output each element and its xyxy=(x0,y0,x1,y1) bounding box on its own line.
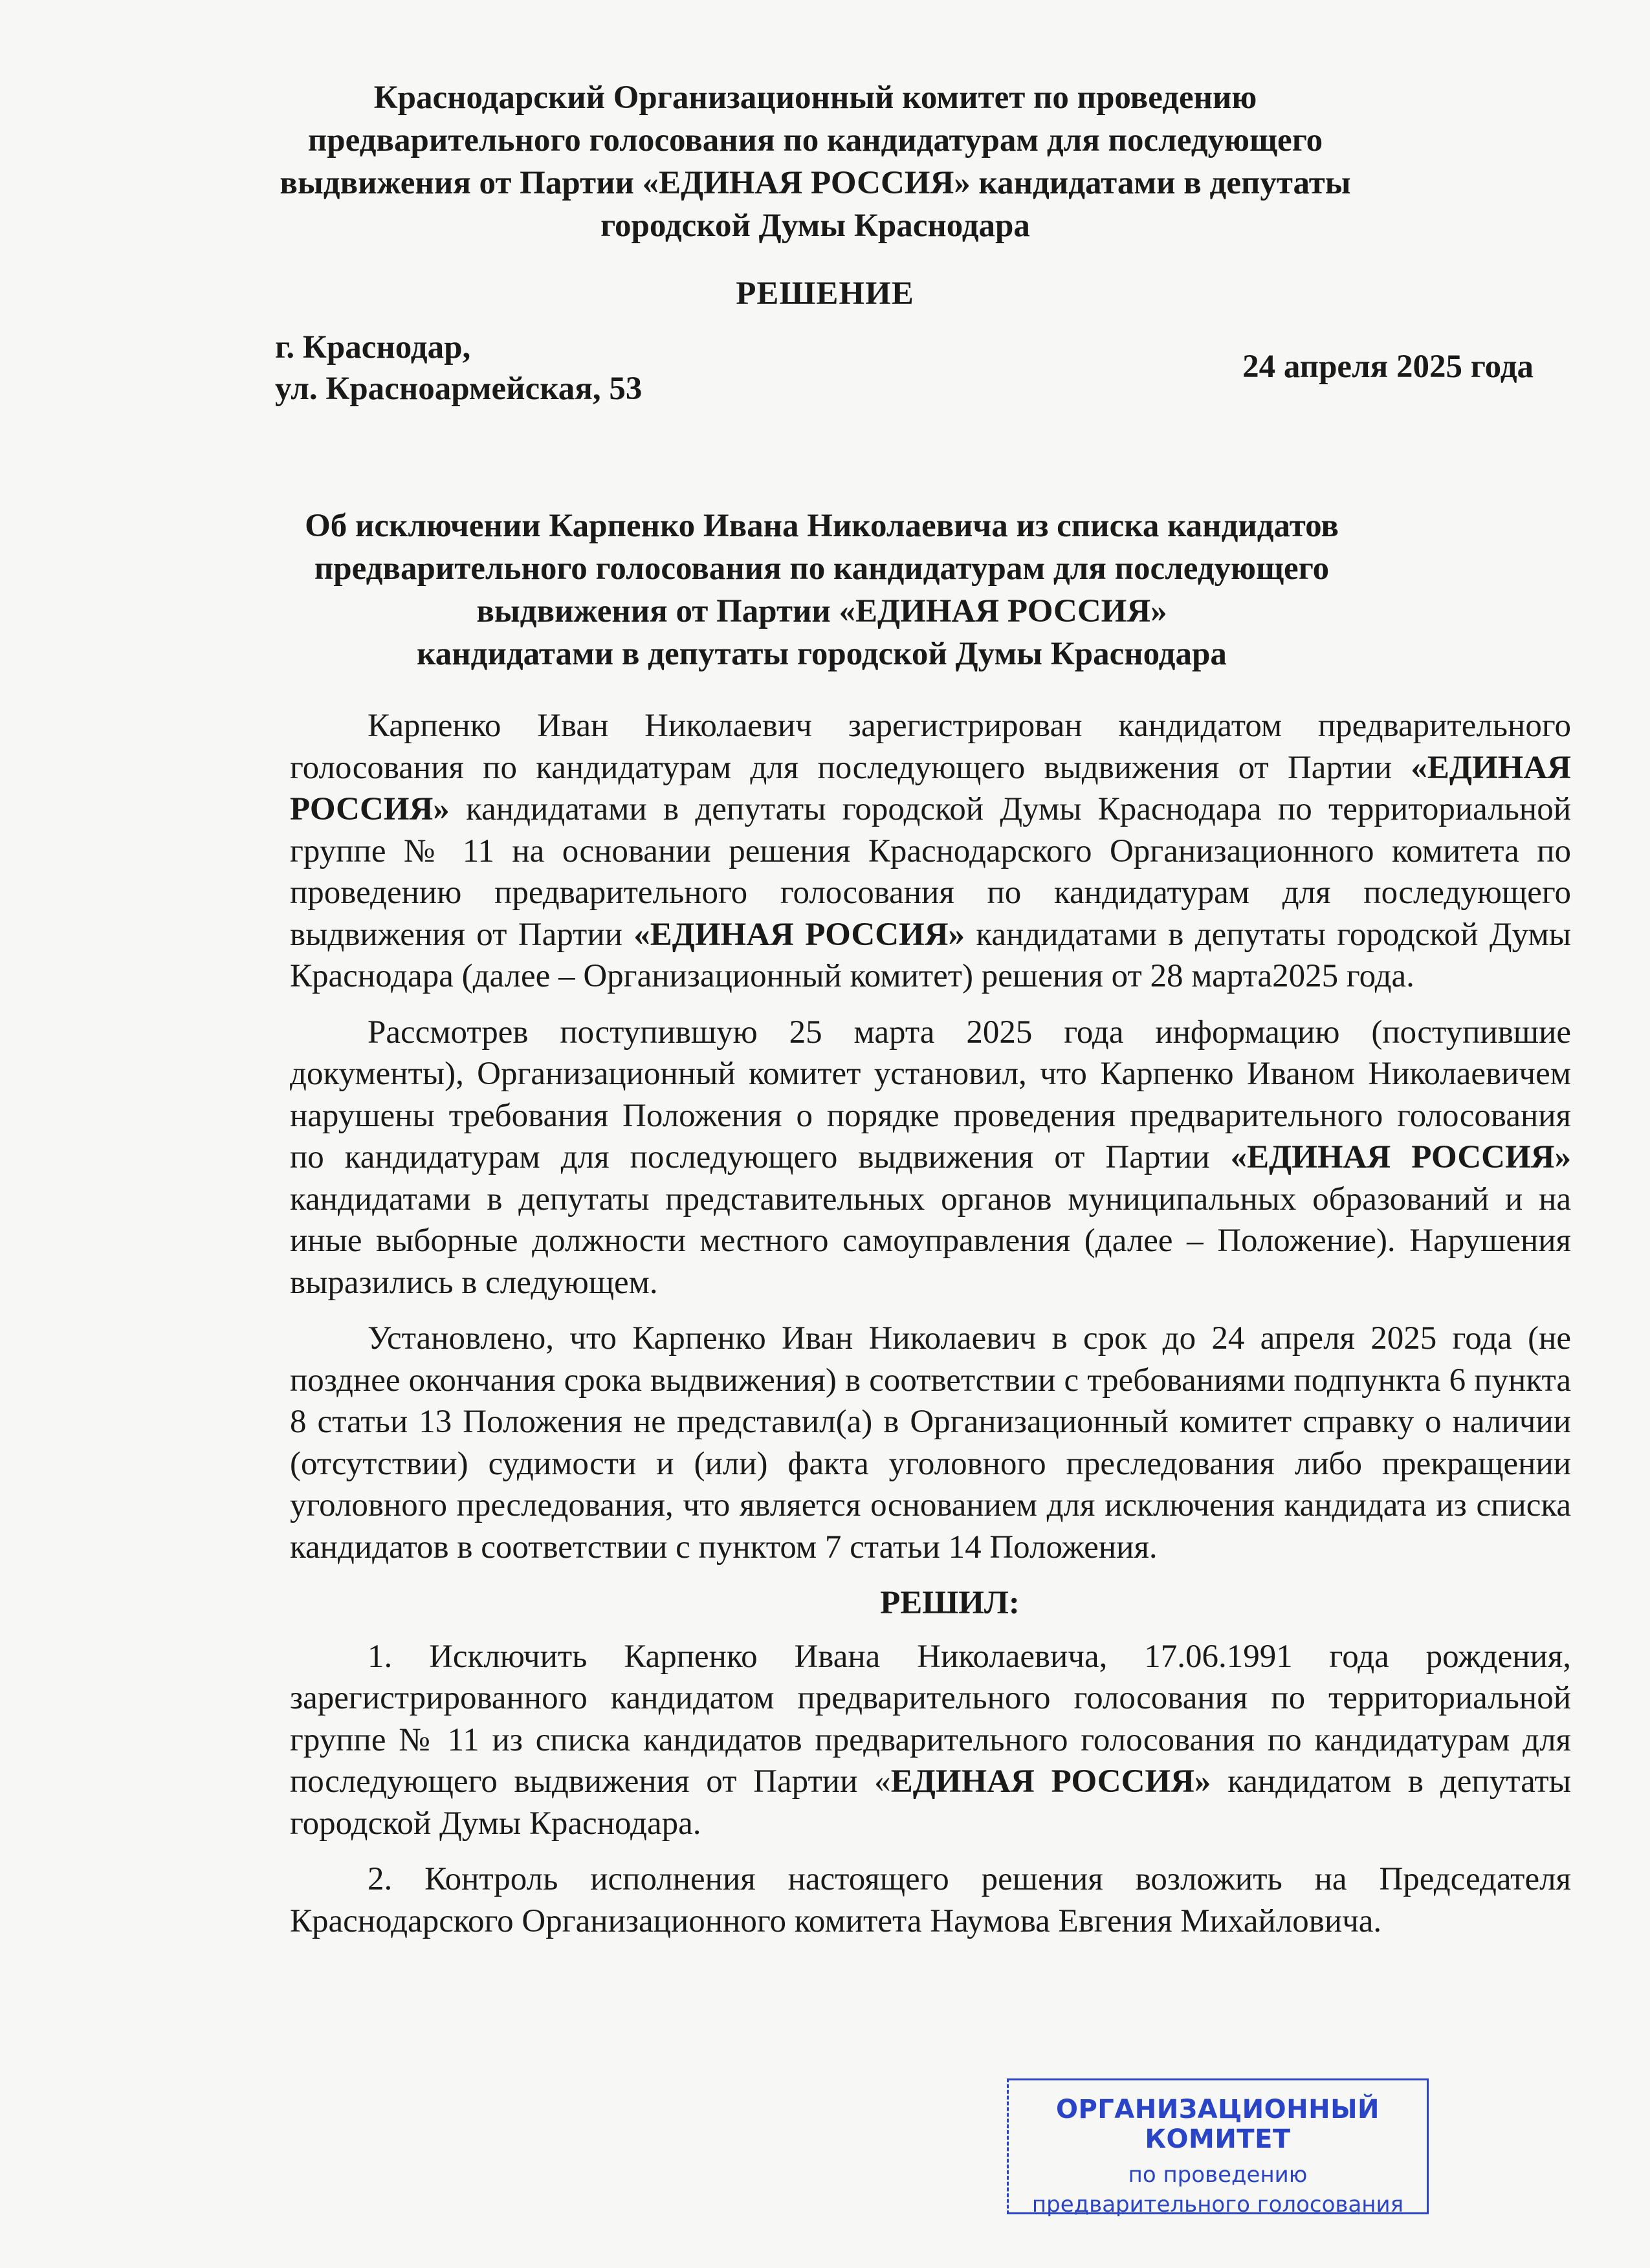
party-name: «ЕДИНАЯ РОССИЯ» xyxy=(1230,1139,1571,1175)
header-line: выдвижения от Партии «ЕДИНАЯ РОССИЯ» кандидатами в депутаты xyxy=(280,165,1351,201)
subject-line: предварительного голосования по кандидатурам для последующего xyxy=(314,551,1330,587)
document-date: 24 апреля 2025 года xyxy=(1242,349,1534,385)
resolution-item-1 xyxy=(290,1636,1571,1845)
header-line: Краснодарский Организационный комитет по проведению xyxy=(373,80,1257,116)
text-run: кандидатами в депутаты городской Думы Краснодара по территориальной группе № 11 на основании решения Краснодарского Организационного комитета по проведению предварительного голосования по кандидатурам для последующего выдвижения от Партии xyxy=(290,791,1571,953)
document-subject xyxy=(278,505,1365,675)
committee-stamp xyxy=(1007,2078,1429,2218)
paragraph-finding: Установлено, что Карпенко Иван Николаевич в срок до 24 апреля 2025 года (не позднее окончания срока выдвижения) в соответствии с требованиями подпункта 6 пункта 8 статьи 13 Положения не представил(а) в Организационный комитет справку о наличии (отсутствии) судимости и (или) факта уголовного преследования либо прекращении уголовного преследования, что является основанием для исключения кандидата из списка кандидатов в соответствии с пунктом 7 статьи 14 Положения. xyxy=(290,1320,1571,1565)
issuer-header xyxy=(278,76,1352,247)
place-of-issue xyxy=(275,327,642,409)
text-run: Карпенко Иван Николаевич зарегистрирован кандидатом предварительного голосования по кандидатурам для последующего выдвижения от Партии xyxy=(290,708,1571,786)
stamp-line: ОРГАНИЗАЦИОННЫЙ КОМИТЕТ xyxy=(1055,2095,1380,2154)
resolved-heading: РЕШИЛ: xyxy=(880,1585,1020,1621)
document-type: РЕШЕНИЕ xyxy=(736,276,914,312)
text-run: 1. Исключить Карпенко Ивана Николаевича, 17.06.1991 года рождения, зарегистрированного кандидатом предварительного голосования по территориальной группе № 11 из списка кандидатов предварительного голосования по кандидатурам для последующего выдвижения от Партии « xyxy=(290,1638,1571,1800)
party-name: ЕДИНАЯ РОССИЯ» xyxy=(890,1763,1211,1800)
text-run: кандидатами в депутаты городской Думы Краснодара (далее – Организационный комитет) решения от 28 марта2025 года. xyxy=(290,916,1571,994)
subject-line: выдвижения от Партии «ЕДИНАЯ РОССИЯ» xyxy=(476,593,1167,629)
text-run: Рассмотрев поступившую 25 марта 2025 года информацию (поступившие документы), Организационный комитет установил, что Карпенко Иваном Николаевичем нарушены требования Положения о порядке проведения предварительного голосования по кандидатурам для последующего выдвижения от Партии xyxy=(290,1014,1571,1175)
stamp-line: по проведению xyxy=(1128,2162,1308,2188)
text-run: кандидатами в депутаты представительных органов муниципальных образований и на иные выборные должности местного самоуправления (далее – Положение). Нарушения выразились в следующем. xyxy=(290,1181,1571,1301)
subject-line: кандидатами в депутаты городской Думы Краснодара xyxy=(417,636,1227,672)
party-name: «ЕДИНАЯ РОССИЯ» xyxy=(633,916,965,953)
stamp-line: предварительного голосования xyxy=(1031,2192,1404,2218)
paragraph-registration xyxy=(290,705,1571,998)
header-line: предварительного голосования по кандидатурам для последующего xyxy=(307,122,1323,158)
paragraph-review xyxy=(290,1012,1571,1304)
document-body xyxy=(290,705,1571,1956)
party-name: «ЕДИНАЯ РОССИЯ» xyxy=(290,749,1571,827)
resolution-item-2: 2. Контроль исполнения настоящего решения возложить на Председателя Краснодарского Организационного комитета Наумова Евгения Михайловича. xyxy=(290,1861,1571,1939)
text-run: кандидатом в депутаты городской Думы Краснодара. xyxy=(290,1763,1571,1842)
subject-line: Об исключении Карпенко Ивана Николаевича из списка кандидатов xyxy=(305,508,1339,544)
place-city: г. Краснодар, xyxy=(275,329,471,365)
place-address: ул. Красноармейская, 53 xyxy=(275,371,643,407)
header-line: городской Думы Краснодара xyxy=(600,208,1030,244)
